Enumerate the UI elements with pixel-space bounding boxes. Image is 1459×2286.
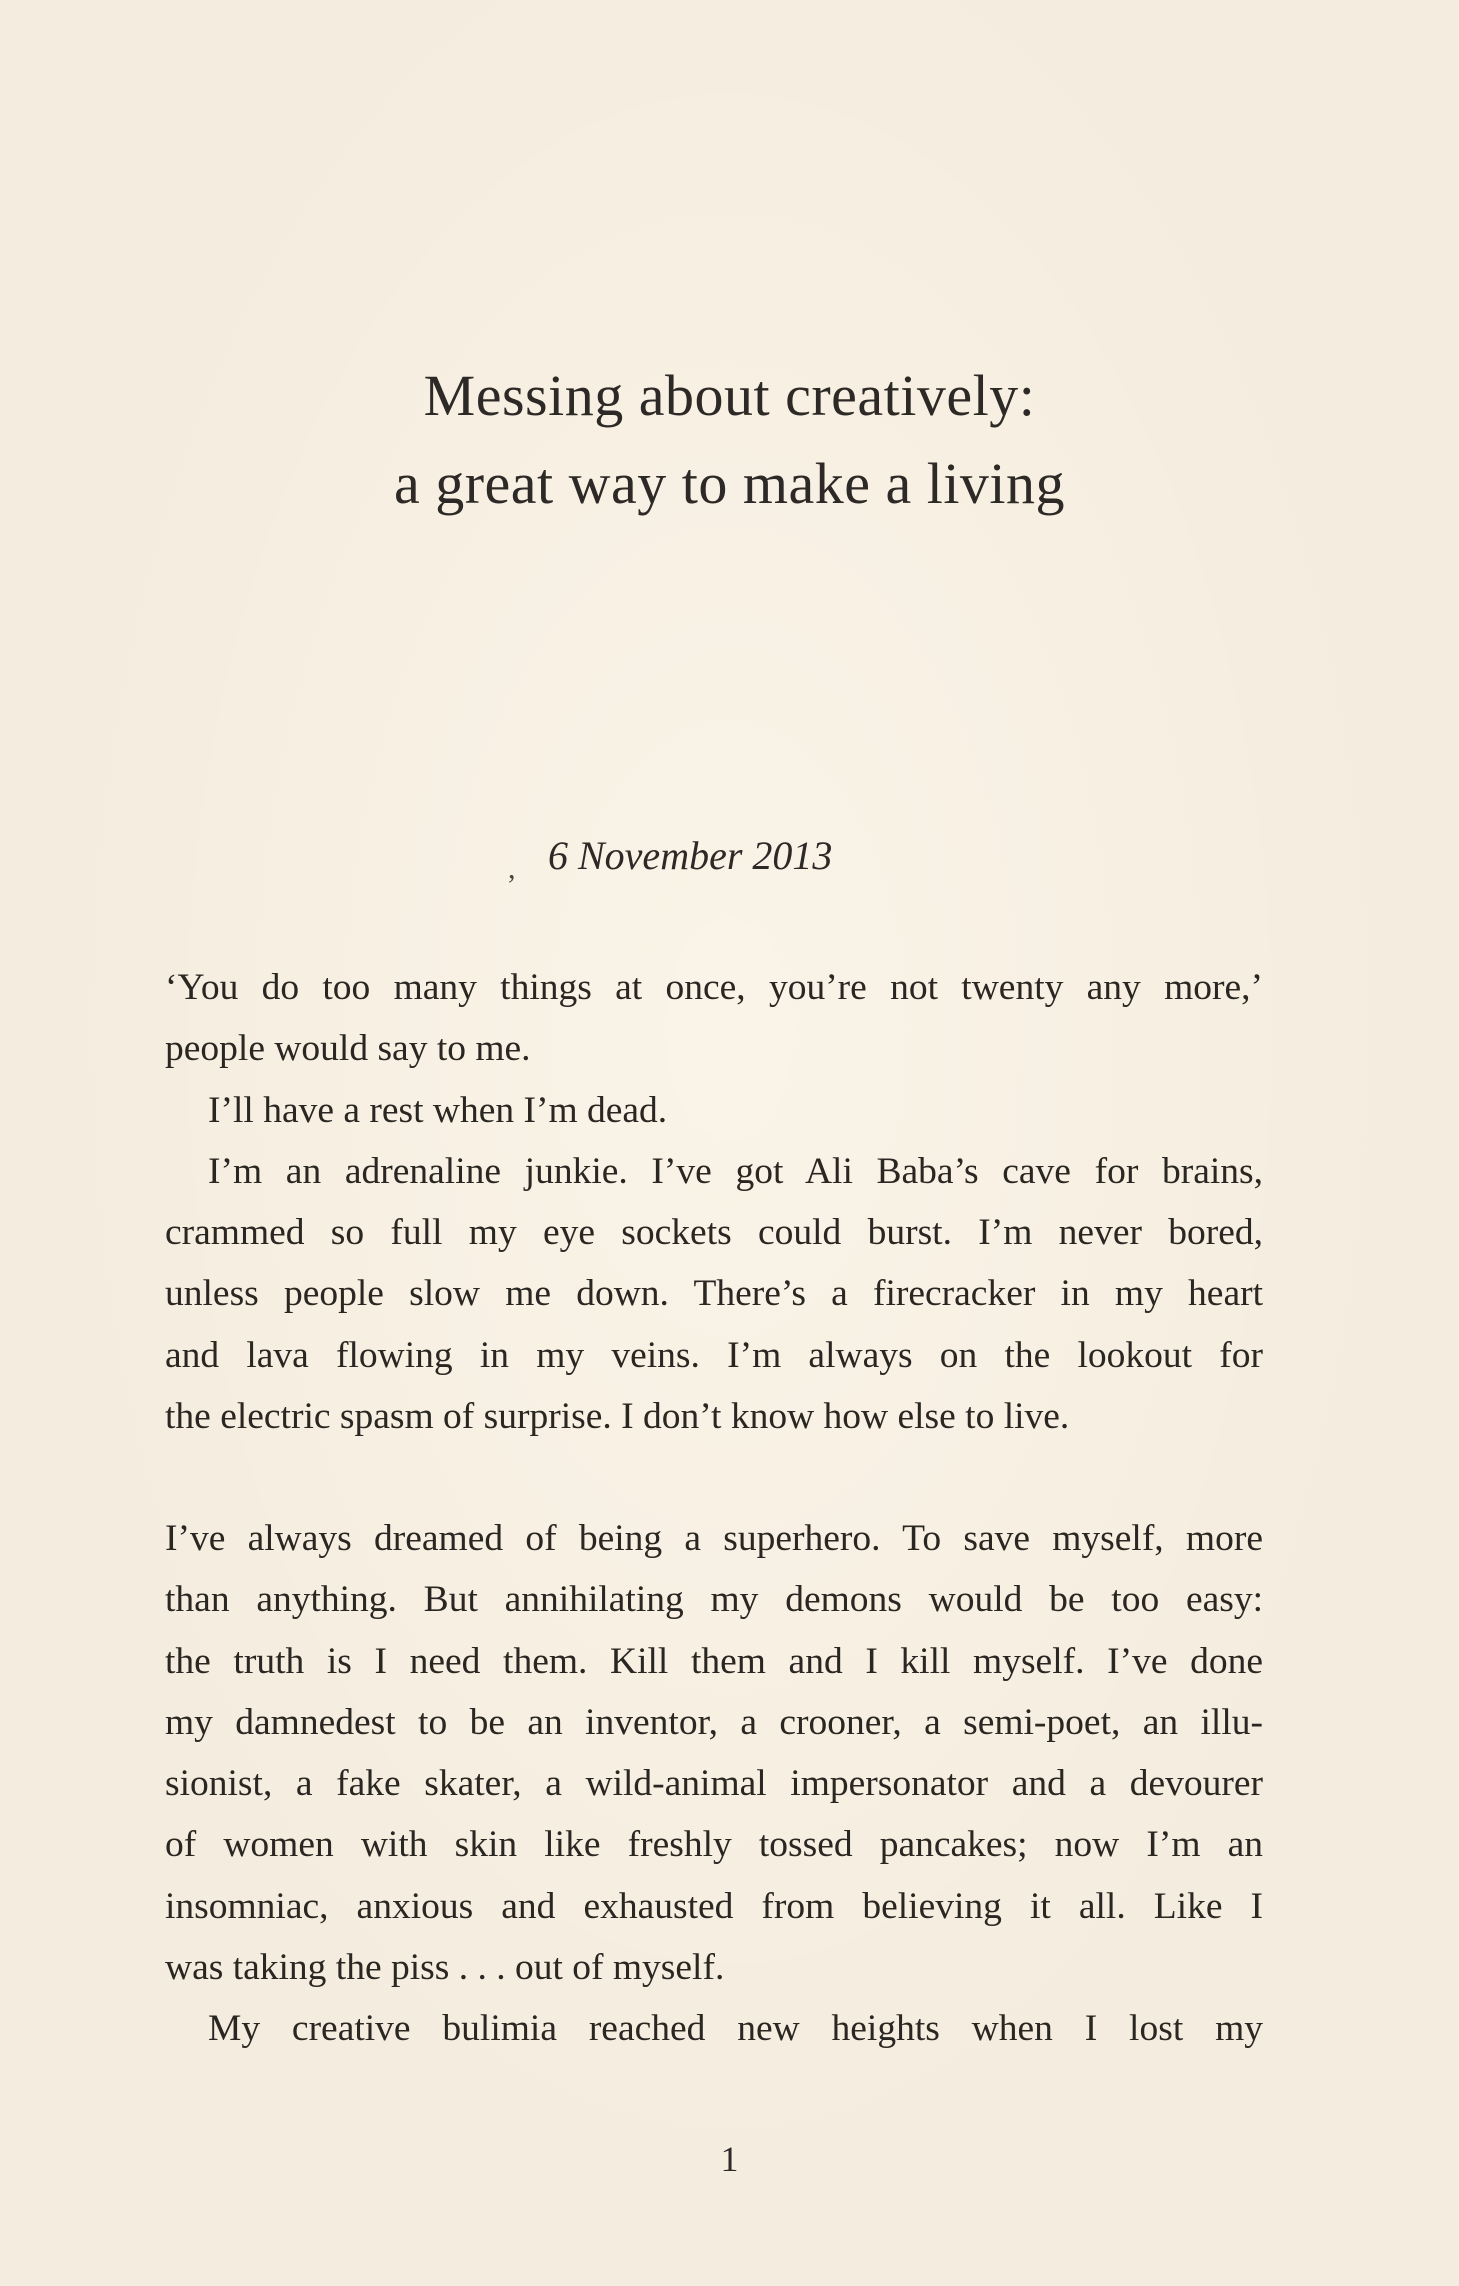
text-line: the truth is I need them. Kill them and I kill myself. I’ve done [165,1640,1263,1682]
text-line: sionist, a fake skater, a wild-animal impersonator and a devourer [165,1763,1263,1805]
text-line: my damnedest to be an inventor, a crooner, a semi-poet, an illu- [165,1701,1263,1743]
chapter-date: 6 November 2013 [548,833,833,878]
text-line: of women with skin like freshly tossed pancakes; now I’m an [165,1824,1263,1866]
text-line: My creative bulimia reached new heights when I lost my [208,2008,1263,2050]
text-line: insomniac, anxious and exhausted from believing it all. Like I [165,1885,1263,1927]
chapter-title-line-1: Messing about creatively: [423,363,1036,428]
chapter-title [0,352,1459,528]
text-line: the electric spasm of surprise. I don’t know how else to live. [165,1396,1070,1438]
text-line: I’ve always dreamed of being a superhero. To save myself, more [165,1518,1263,1559]
paragraph-block-1 [165,957,1263,1447]
text-line: I’m an adrenaline junkie. I’ve got Ali Baba’s cave for brains, [208,1150,1263,1192]
text-line: was taking the piss . . . out of myself. [165,1947,725,1989]
text-line: I’ll have a rest when I’m dead. [208,1089,668,1131]
paragraph-block-2 [165,1508,1263,2060]
text-line: crammed so full my eye sockets could burst. I’m never bored, [165,1212,1263,1254]
page-number: 1 [720,2139,739,2179]
text-line: ‘You do too many things at once, you’re not twenty any more,’ [165,967,1263,1008]
text-line: people would say to me. [165,1028,531,1070]
text-line: and lava flowing in my veins. I’m always on the lookout for [165,1334,1263,1376]
date-mark: , [508,852,516,885]
chapter-title-line-2: a great way to make a living [393,451,1066,516]
text-line: than anything. But annihilating my demons would be too easy: [165,1579,1263,1621]
text-line: unless people slow me down. There’s a firecracker in my heart [165,1273,1263,1315]
